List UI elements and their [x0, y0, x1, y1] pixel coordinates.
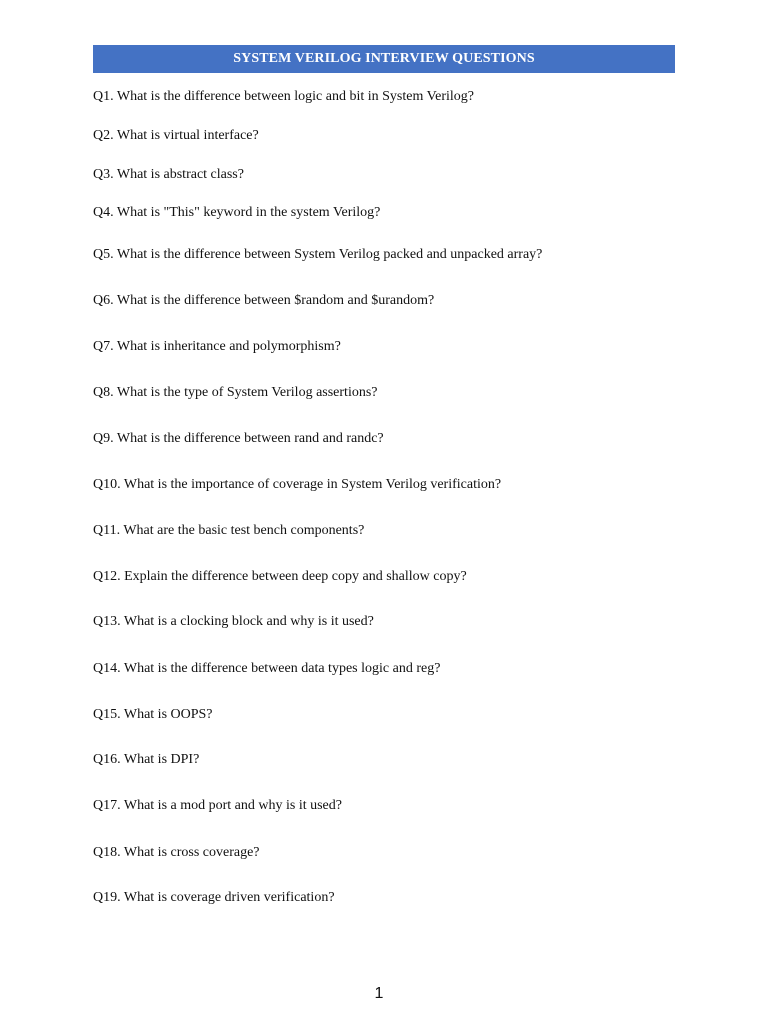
question-15: Q15. What is OOPS? — [93, 707, 213, 722]
document-title-bar — [93, 45, 675, 73]
question-7: Q7. What is inheritance and polymorphism? — [93, 339, 341, 354]
question-6: Q6. What is the difference between $random and $urandom? — [93, 293, 435, 308]
question-5: Q5. What is the difference between System Verilog packed and unpacked array? — [93, 247, 543, 262]
question-11: Q11. What are the basic test bench components? — [93, 523, 365, 538]
question-18: Q18. What is cross coverage? — [93, 845, 260, 860]
question-2: Q2. What is virtual interface? — [93, 128, 259, 143]
question-8: Q8. What is the type of System Verilog assertions? — [93, 385, 378, 400]
question-10: Q10. What is the importance of coverage in System Verilog verification? — [93, 477, 502, 492]
question-3: Q3. What is abstract class? — [93, 167, 244, 182]
question-16: Q16. What is DPI? — [93, 752, 200, 767]
question-9: Q9. What is the difference between rand and randc? — [93, 431, 384, 446]
question-4: Q4. What is "This" keyword in the system Verilog? — [93, 205, 381, 220]
question-1: Q1. What is the difference between logic and bit in System Verilog? — [93, 89, 475, 104]
question-13: Q13. What is a clocking block and why is it used? — [93, 614, 374, 629]
question-17: Q17. What is a mod port and why is it used? — [93, 798, 342, 813]
question-14: Q14. What is the difference between data types logic and reg? — [93, 661, 441, 676]
page-number: 1 — [374, 985, 384, 1002]
question-19: Q19. What is coverage driven verification? — [93, 890, 335, 905]
question-12: Q12. Explain the difference between deep copy and shallow copy? — [93, 569, 467, 584]
document-title: SYSTEM VERILOG INTERVIEW QUESTIONS — [233, 51, 535, 66]
